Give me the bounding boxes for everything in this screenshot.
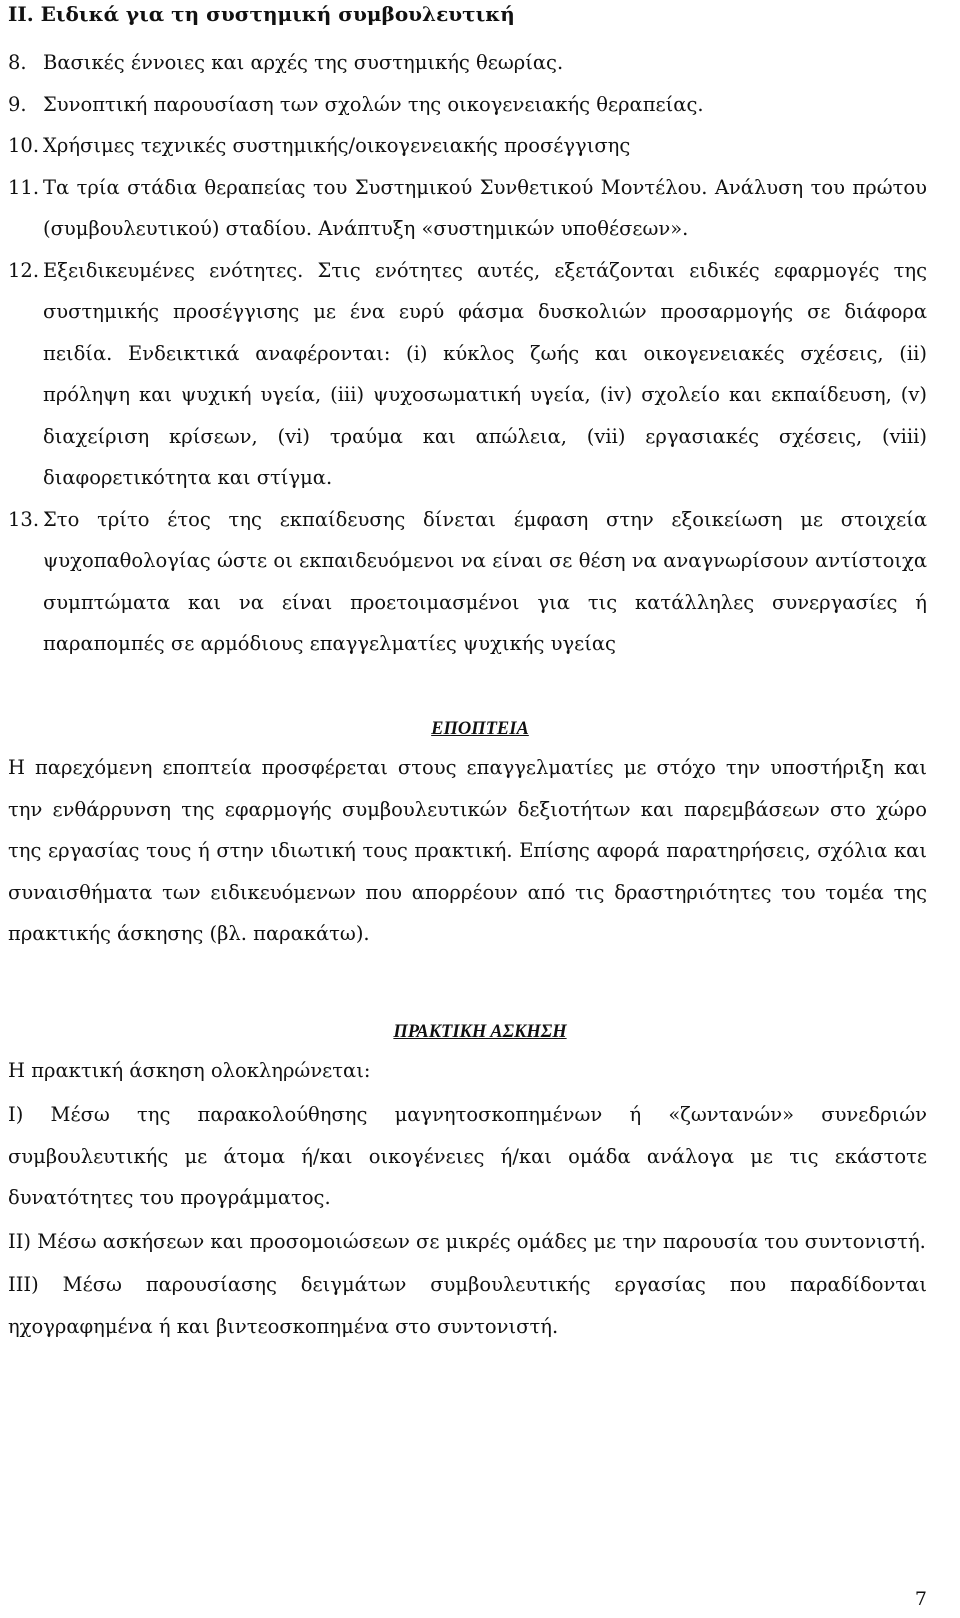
praktiki-point-i: Ι) Μέσω της παρακολούθησης μαγνητοσκοπημένων ή «ζωντανών» συνεδριών συμβουλευτικής με άτομα ή/και οικογένειες ή/και ομάδα ανάλογα με τις εκάστοτε δυνατότητες του προγράμματος. (8, 1103, 927, 1209)
praktiki-point-ii: ΙΙ) Μέσω ασκήσεων και προσομοιώσεων σε μικρές ομάδες με την παρουσία του συντονιστή. (8, 1230, 926, 1253)
list-item-text: Τα τρία στάδια θεραπείας του Συστημικού Συνθετικού Μοντέλου. Ανάλυση του πρώτου (συμβουλευτικού) σταδίου. Ανάπτυξη «συστημικών υποθέσεων». (43, 175, 927, 240)
list-item-text: Βασικές έννοιες και αρχές της συστημικής θεωρίας. (43, 51, 564, 74)
list-item (0, 42, 960, 84)
list-item-number: 13. (8, 507, 40, 531)
list-item-text: Χρήσιμες τεχνικές συστημικής/οικογενειακής προσέγγισης (43, 134, 631, 157)
list-item (0, 250, 960, 499)
epopteia-heading: ΕΠΟΠΤΕΙΑ (431, 719, 529, 739)
list-item-number: 11. (8, 175, 40, 199)
list-item-number: 12. (8, 258, 40, 282)
list-item-number: 8. (8, 51, 27, 74)
page-number: 7 (914, 1588, 927, 1610)
praktiki-heading: ΠΡΑΚΤΙΚΗ ΑΣΚΗΣΗ (393, 1022, 567, 1042)
praktiki-point-iii: ΙΙΙ) Μέσω παρουσίασης δειγμάτων συμβουλευτικής εργασίας που παραδίδονται ηχογραφημένα ή και βιντεοσκοπημένα στο συντονιστή. (8, 1273, 927, 1338)
epopteia-paragraph: Η παρεχόμενη εποπτεία προσφέρεται στους επαγγελματίες με στόχο την υποστήριξη και την ενθάρρυνση της εφαρμογής συμβουλευτικών δεξιοτήτων και παρεμβάσεων στο χώρο της εργασίας τους ή στην ιδιωτική τους πρακτική. Επίσης αφορά παρατηρήσεις, σχόλια και συναισθήματα των ειδικευόμενων που απορρέουν από τις δραστηριότητες του τομέα της πρακτικής άσκησης (βλ. παρακάτω). (8, 756, 927, 945)
list-item (0, 84, 960, 126)
praktiki-intro: Η πρακτική άσκηση ολοκληρώνεται: (8, 1059, 371, 1082)
list-item (0, 125, 960, 167)
list-item-number: 10. (8, 134, 40, 157)
list-item (0, 167, 960, 250)
list-item-text: Εξειδικευμένες ενότητες. Στις ενότητες αυτές, εξετάζονται ειδικές εφαρμογές της συστημικής προσέγγισης με ένα ευρύ φάσμα δυσκολιών προσαρμογής σε διάφορα πειδία. Ενδεικτικά αναφέρονται: (i) κύκλος ζωής και οικογενειακές σχέσεις, (ii) πρόληψη και ψυχική υγεία, (iii) ψυχοσωματική υγεία, (iv) σχολείο και εκπαίδευση, (v) διαχείριση κρίσεων, (vi) τραύμα και απώλεια, (vii) εργασιακές σχέσεις, (viii) διαφορετικότητα και στίγμα. (43, 258, 927, 489)
list-item (0, 499, 960, 665)
list-item-text: Συνοπτική παρουσίαση των σχολών της οικογενειακής θεραπείας. (43, 92, 704, 116)
list-item-text: Στο τρίτο έτος της εκπαίδευσης δίνεται έμφαση στην εξοικείωση με στοιχεία ψυχοπαθολογίας ώστε οι εκπαιδευόμενοι να είναι σε θέση να αναγνωρίσουν αντίστοιχα συμπτώματα και να είναι προετοιμασμένοι για τις κατάλληλες συνεργασίες ή παραπομπές σε αρμόδιους επαγγελματίες ψυχικής υγείας (43, 507, 927, 655)
topic-list (0, 42, 960, 665)
section-heading: ΙΙ. Ειδικά για τη συστημική συμβουλευτική (8, 2, 515, 26)
list-item-number: 9. (8, 92, 27, 116)
